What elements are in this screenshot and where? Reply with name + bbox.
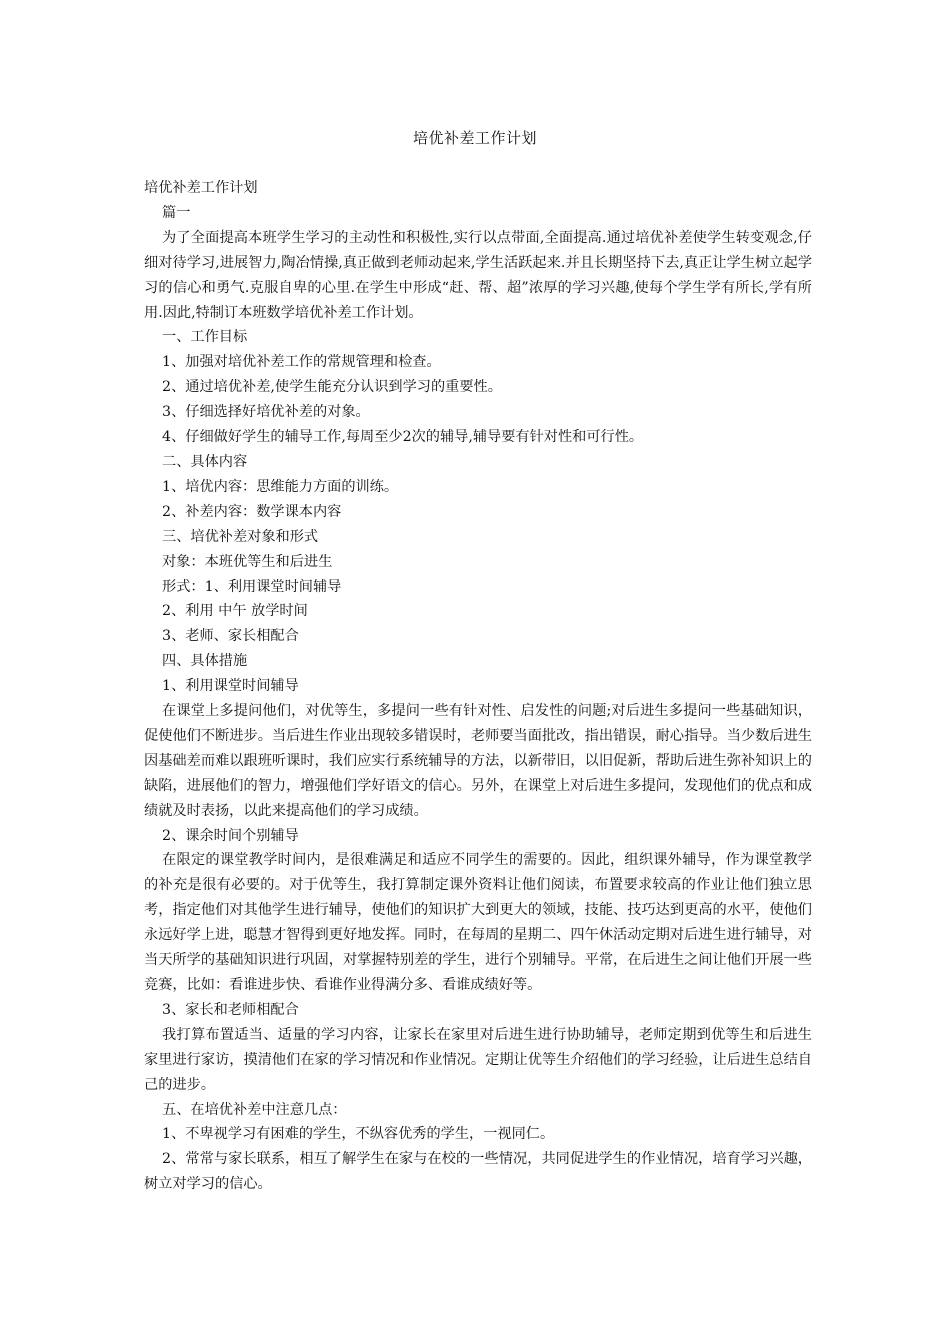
paragraph: 三、培优补差对象和形式 [162, 528, 319, 545]
paragraph: 2、通过培优补差,使学生能充分认识到学习的重要性。 [162, 379, 502, 396]
paragraph: 1、利用课堂时间辅导 [162, 678, 299, 695]
paragraph: 4、仔细做好学生的辅导工作,每周至少2次的辅导,辅导要有针对性和可行性。 [162, 429, 644, 446]
paragraph: 3、老师、家长相配合 [162, 628, 299, 645]
paragraph: 2、补差内容：数学课本内容 [162, 503, 342, 520]
paragraph: 在限定的课堂教学时间内，是很难满足和适应不同学生的需要的。因此，组织课外辅导，作为课堂教学的补充是很有必要的。对于优等生，我打算制定课外资料让他们阅读，布置要求较高的作业让他们独立思考，指定他们对其他学生进行辅导，使他们的知识扩大到更大的领域，技能、技巧达到更高的水平，使他们永远好学上进，聪慧才智得到更好地发挥。同时，在每周的星期二、四午休活动定期对后进生进行辅导，对当天所学的基础知识进行巩固，对掌握特别差的学生，进行个别辅导。平常，在后进生之间让他们开展一些竞赛，比如：看谁进步快、看谁作业得满分多、看谁成绩好等。 [144, 852, 812, 993]
paragraph: 1、不卑视学习有困难的学生，不纵容优秀的学生，一视同仁。 [162, 1126, 555, 1143]
paragraph: 篇一 [162, 204, 191, 221]
paragraph: 1、培优内容：思维能力方面的训练。 [162, 478, 399, 495]
paragraph: 四、具体措施 [162, 653, 248, 670]
document-body [144, 176, 812, 1197]
document-title: 培优补差工作计划 [412, 129, 537, 147]
paragraph: 二、具体内容 [162, 453, 248, 470]
paragraph: 3、仔细选择好培优补差的对象。 [162, 404, 370, 421]
paragraph: 我打算布置适当、适量的学习内容，让家长在家里对后进生进行协助辅导，老师定期到优等生和后进生家里进行家访，摸清他们在家的学习情况和作业情况。定期让优等生介绍他们的学习经验，让后进生总结自己的进步。 [144, 1026, 812, 1093]
paragraph: 3、家长和老师相配合 [162, 1001, 299, 1018]
paragraph: 培优补差工作计划 [144, 180, 258, 196]
paragraph: 2、利用 中午 放学时间 [162, 603, 308, 620]
paragraph: 一、工作目标 [162, 329, 248, 346]
paragraph: 在课堂上多提问他们，对优等生，多提问一些有针对性、启发性的问题;对后进生多提问一些基础知识，促使他们不断进步。当后进生作业出现较多错误时，老师要当面批改，指出错误，耐心指导。当少数后进生因基础差而难以跟班听课时，我们应实行系统辅导的方法，以新带旧，以旧促新，帮助后进生弥补知识上的缺陷，进展他们的智力，增强他们学好语文的信心。另外，在课堂上对后进生多提问，发现他们的优点和成绩就及时表扬，以此来提高他们的学习成绩。 [144, 703, 812, 819]
paragraph: 1、加强对培优补差工作的常规管理和检查。 [162, 354, 441, 371]
paragraph: 2、常常与家长联系，相互了解学生在家与在校的一些情况，共同促进学生的作业情况，培育学习兴趣，树立对学习的信心。 [144, 1151, 812, 1193]
paragraph: 五、在培优补差中注意几点： [162, 1101, 347, 1118]
paragraph: 为了全面提高本班学生学习的主动性和积极性,实行以点带面,全面提高.通过培优补差使学生转变观念,仔细对待学习,进展智力,陶冶情操,真正做到老师动起来,学生活跃起来.并且长期坚持下去,真正让学生树立起学习的信心和勇气.克服自卑的心里.在学生中形成“赶、帮、超”浓厚的学习兴趣,使每个学生学有所长,学有所用.因此,特制订本班数学培优补差工作计划。 [144, 229, 812, 321]
paragraph: 对象：本班优等生和后进生 [162, 553, 333, 570]
paragraph: 形式：1、利用课堂时间辅导 [162, 578, 342, 595]
paragraph: 2、课余时间个别辅导 [162, 827, 299, 844]
